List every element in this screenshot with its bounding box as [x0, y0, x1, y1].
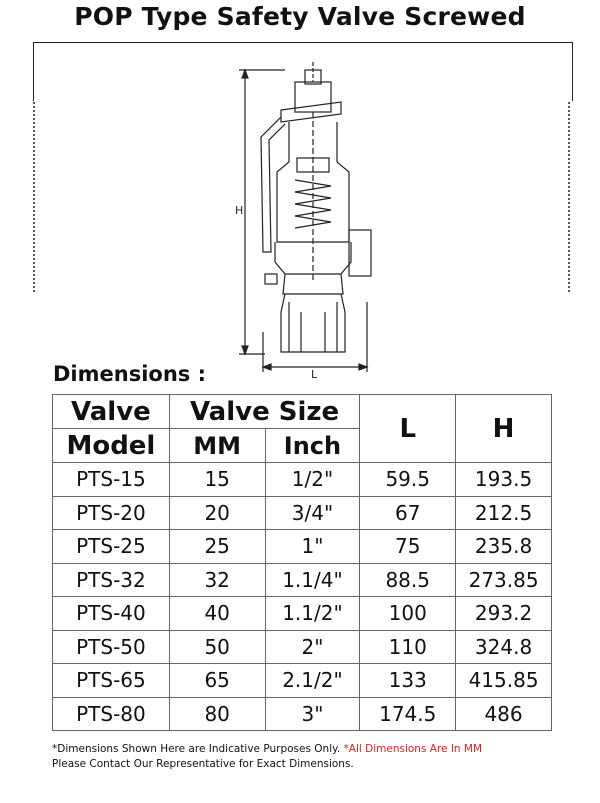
cell-l: 75	[360, 530, 456, 564]
cell-h: 324.8	[456, 630, 552, 664]
cell-mm: 20	[169, 496, 265, 530]
cell-model: PTS-65	[53, 664, 170, 698]
cell-inch: 1.1/2"	[265, 597, 360, 631]
cell-model: PTS-40	[53, 597, 170, 631]
table-row	[53, 563, 552, 597]
cell-inch: 2.1/2"	[265, 664, 360, 698]
page-title: POP Type Safety Valve Screwed	[74, 2, 526, 31]
footnote-note: *Dimensions Shown Here are Indicative Purposes Only.	[52, 743, 341, 755]
dimensions-table	[52, 394, 552, 731]
cell-l: 67	[360, 496, 456, 530]
header-valve-model-line2: Model	[53, 429, 170, 463]
header-valve-size: Valve Size	[169, 395, 360, 429]
cell-h: 273.85	[456, 563, 552, 597]
header-l: L	[360, 395, 456, 463]
cell-l: 88.5	[360, 563, 456, 597]
cell-inch: 3/4"	[265, 496, 360, 530]
header-inch: Inch	[265, 429, 360, 463]
cell-model: PTS-50	[53, 630, 170, 664]
cell-model: PTS-32	[53, 563, 170, 597]
cell-l: 174.5	[360, 697, 456, 731]
table-row	[53, 664, 552, 698]
cell-l: 133	[360, 664, 456, 698]
cell-mm: 40	[169, 597, 265, 631]
cell-inch: 1"	[265, 530, 360, 564]
footnote-line1	[52, 743, 482, 755]
cell-mm: 80	[169, 697, 265, 731]
footnote-mm-note: *All Dimensions Are In MM	[343, 743, 483, 755]
cell-mm: 32	[169, 563, 265, 597]
cell-h: 235.8	[456, 530, 552, 564]
table-row	[53, 630, 552, 664]
cell-mm: 65	[169, 664, 265, 698]
header-h: H	[456, 395, 552, 463]
cell-model: PTS-80	[53, 697, 170, 731]
cell-h: 193.5	[456, 463, 552, 497]
dimensions-heading: Dimensions :	[53, 362, 206, 386]
valve-drawing	[225, 62, 385, 382]
h-dimension-label: H	[235, 204, 244, 217]
cell-h: 415.85	[456, 664, 552, 698]
cell-inch: 2"	[265, 630, 360, 664]
cell-inch: 1/2"	[265, 463, 360, 497]
table-row	[53, 463, 552, 497]
table-row	[53, 496, 552, 530]
l-dimension-label: L	[311, 368, 318, 381]
left-dotted-border	[33, 102, 35, 292]
right-dotted-border	[568, 102, 570, 292]
cell-l: 110	[360, 630, 456, 664]
header-mm: MM	[169, 429, 265, 463]
cell-model: PTS-25	[53, 530, 170, 564]
cell-model: PTS-15	[53, 463, 170, 497]
table-row	[53, 597, 552, 631]
footnote-line2: Please Contact Our Representative for Exact Dimensions.	[52, 758, 354, 770]
header-valve-model-line1: Valve	[53, 395, 170, 429]
cell-mm: 15	[169, 463, 265, 497]
cell-l: 100	[360, 597, 456, 631]
cell-mm: 50	[169, 630, 265, 664]
cell-l: 59.5	[360, 463, 456, 497]
table-row	[53, 697, 552, 731]
cell-model: PTS-20	[53, 496, 170, 530]
cell-inch: 1.1/4"	[265, 563, 360, 597]
table-row	[53, 530, 552, 564]
cell-h: 486	[456, 697, 552, 731]
cell-mm: 25	[169, 530, 265, 564]
cell-h: 212.5	[456, 496, 552, 530]
cell-inch: 3"	[265, 697, 360, 731]
cell-h: 293.2	[456, 597, 552, 631]
